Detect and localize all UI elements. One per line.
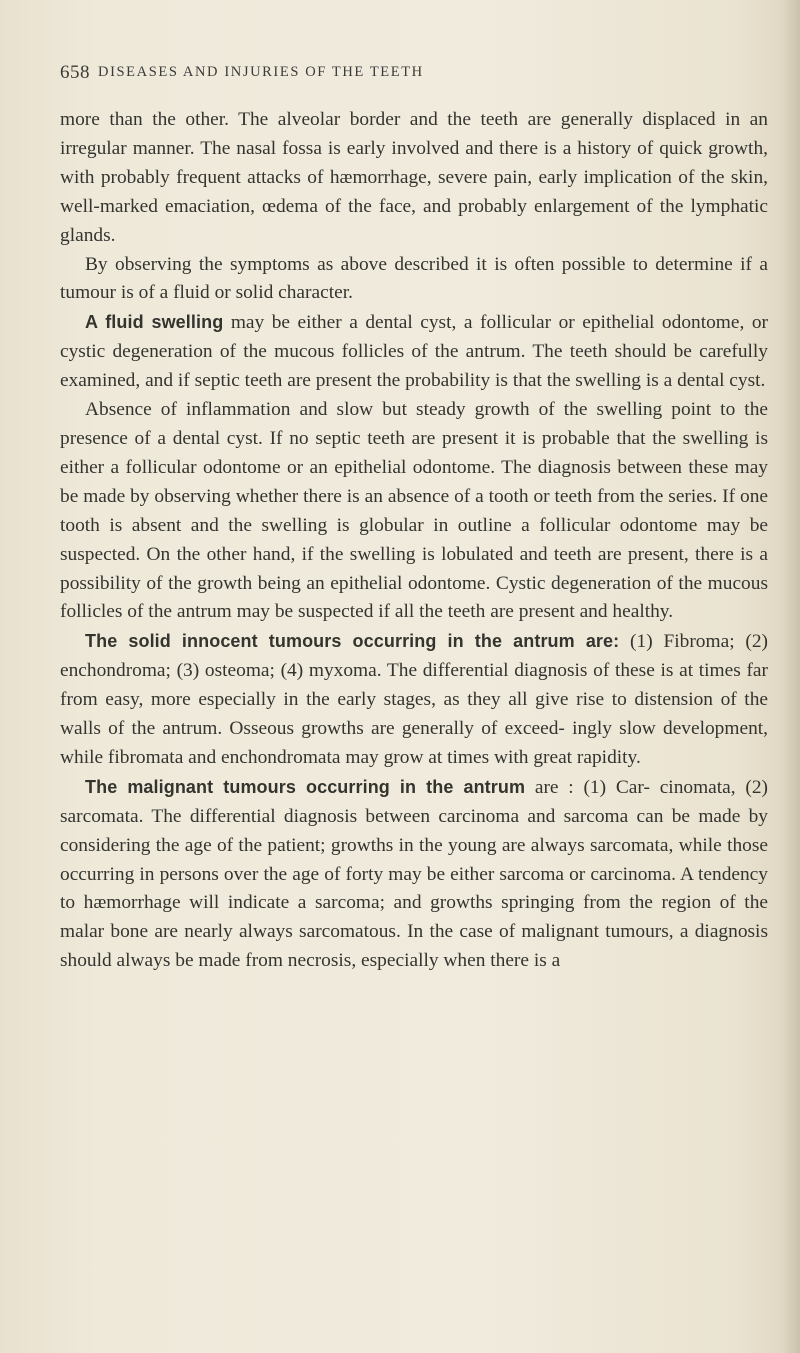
paragraph-solid-innocent-tumours [60, 627, 768, 773]
paragraph-text: By observing the symptoms as above described it is often possible to determine if a tumour is of a fluid or solid character. [60, 253, 768, 304]
paragraph-absence-of-inflammation [60, 396, 768, 627]
paragraph-lead-heading: The solid innocent tumours occurring in the antrum are: [85, 631, 620, 652]
page-header [60, 62, 760, 92]
running-head: DISEASES AND INJURIES OF THE TEETH [98, 64, 424, 80]
paragraph-text: (1) Fibroma; (2) enchondroma; (3) osteoma; (4) myxoma. The differential diagnosis of these is at times far from easy, more especially in the early stages, as they all give rise to distension of the walls of the antrum. Osseous growths are generally of exceed- ingly slow development, while fibromata and enchondromata may grow at times with great rapidity. [60, 631, 768, 768]
page-edge-shadow [782, 0, 800, 1353]
paragraph-text: more than the other. The alveolar border and the teeth are generally displaced in an irregular manner. The nasal fossa is early involved and there is a history of quick growth, with probably frequent attacks of hæmorrhage, severe pain, early implication of the skin, well-marked emaciation, œdema of the face, and probably enlargement of the lymphatic glands. [60, 109, 768, 246]
paragraph-malignant-tumours [60, 773, 768, 976]
paragraph-lead-heading: The malignant tumours occurring in the antrum [85, 776, 526, 797]
paragraph-continuation [60, 106, 768, 251]
paragraph-lead-heading: A fluid swelling [85, 312, 224, 333]
paragraph-observing-symptoms [60, 251, 768, 309]
paragraph-text: are : (1) Car- cinomata, (2) sarcomata. The differential diagnosis between carcinoma and sarcoma can be made by considering the age of the patient; growths in the young are always sarcomata, while those occurring in persons over the age of forty may be either sarcoma or carcinoma. A tendency to hæmorrhage will indicate a sarcoma; and growths springing from the region of the malar bone are nearly always sarcomatous. In the case of malignant tumours, a diagnosis should always be made from necrosis, especially when there is a [60, 776, 768, 972]
paragraph-text: may be either a dental cyst, a follicular or epithelial odontome, or cystic degeneration of the mucous follicles of the antrum. The teeth should be carefully examined, and if septic teeth are present the probability is that the swelling is a dental cyst. [60, 312, 769, 392]
body-text [60, 106, 768, 976]
paragraph-text: Absence of inflammation and slow but steady growth of the swelling point to the presence of a dental cyst. If no septic teeth are present it is probable that the swelling is either a follicular odontome or an epithelial odontome. The diagnosis between these may be made by observing whether there is an absence of a tooth or teeth from the series. If one tooth is absent and the swelling is globular in outline a follicular odontome may be suspected. On the other hand, if the swelling is lobulated and teeth are present, there is a possibility of the growth being an epithelial odontome. Cystic degeneration of the mucous follicles of the antrum may be suspected if all the teeth are present and healthy. [60, 399, 768, 623]
page-number: 658 [60, 62, 90, 83]
paragraph-fluid-swelling [60, 308, 768, 396]
